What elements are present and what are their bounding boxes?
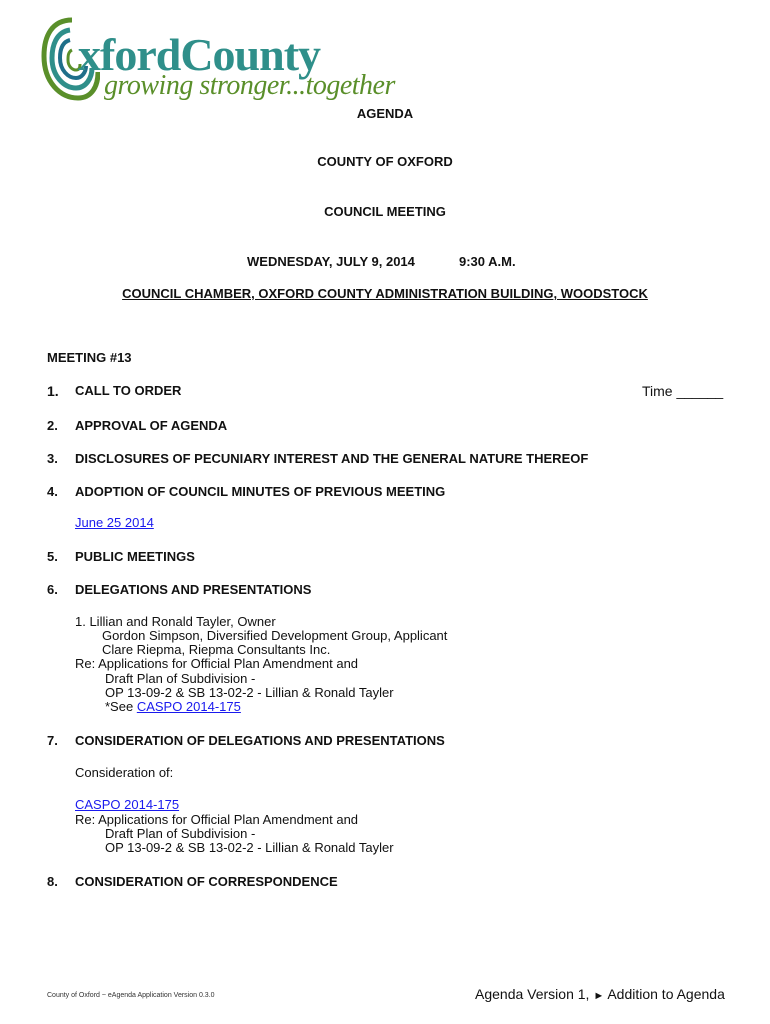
item-number: 1.: [47, 383, 59, 399]
meeting-time: 9:30 A.M.: [459, 254, 516, 269]
minutes-link[interactable]: June 25 2014: [75, 515, 154, 530]
footer-app-version: County of Oxford ~ eAgenda Application Version 0.3.0: [47, 992, 215, 999]
item-number: 2.: [47, 418, 58, 433]
delegation-line: Re: Applications for Official Plan Amendment and: [75, 656, 359, 671]
meeting-number: MEETING #13: [47, 350, 132, 365]
item-number: 3.: [47, 451, 58, 466]
item-title: CALL TO ORDER: [75, 383, 182, 398]
item-title: PUBLIC MEETINGS: [75, 549, 195, 564]
delegation-line: Draft Plan of Subdivision -: [105, 671, 256, 686]
delegation-line: 1. Lillian and Ronald Tayler, Owner: [75, 614, 276, 629]
arrow-right-icon: ►: [593, 990, 605, 1002]
delegation-line: Clare Riepma, Riepma Consultants Inc.: [102, 642, 331, 657]
consideration-intro: Consideration of:: [75, 765, 174, 780]
meeting-location: COUNCIL CHAMBER, OXFORD COUNTY ADMINISTRATION BUILDING, WOODSTOCK: [122, 286, 648, 301]
item-title: APPROVAL OF AGENDA: [75, 418, 228, 433]
delegation-line: *See CASPO 2014-175: [105, 699, 241, 714]
item-number: 7.: [47, 733, 58, 748]
item-title: ADOPTION OF COUNCIL MINUTES OF PREVIOUS MEETING: [75, 484, 446, 499]
item-number: 4.: [47, 484, 58, 499]
footer-agenda-version: Agenda Version 1, ► Addition to Agenda: [475, 986, 725, 1002]
caspo-link[interactable]: CASPO 2014-175: [75, 797, 180, 812]
logo-tagline: growing stronger...together: [104, 70, 395, 101]
meeting-type: COUNCIL MEETING: [324, 204, 446, 219]
org-name: COUNTY OF OXFORD: [317, 154, 453, 169]
time-field: Time ______: [642, 383, 724, 399]
item-number: 8.: [47, 874, 58, 889]
item-title: DELEGATIONS AND PRESENTATIONS: [75, 582, 312, 597]
item-title: DISCLOSURES OF PECUNIARY INTEREST AND THE GENERAL NATURE THEREOF: [75, 451, 589, 466]
delegation-line: OP 13-09-2 & SB 13-02-2 - Lillian & Ronald Tayler: [105, 685, 394, 700]
logo-wordmark: xfordCounty: [78, 29, 321, 80]
item-title: CONSIDERATION OF CORRESPONDENCE: [75, 874, 338, 889]
delegation-line: Gordon Simpson, Diversified Development Group, Applicant: [102, 628, 448, 643]
caspo-link[interactable]: CASPO 2014-175: [136, 699, 241, 714]
item-number: 6.: [47, 582, 58, 597]
oxford-county-logo: [40, 14, 395, 104]
consideration-line: OP 13-09-2 & SB 13-02-2 - Lillian & Ronald Tayler: [105, 840, 394, 855]
meeting-date: WEDNESDAY, JULY 9, 2014: [247, 254, 415, 269]
consideration-line: Re: Applications for Official Plan Amendment and: [75, 812, 359, 827]
consideration-line: Draft Plan of Subdivision -: [105, 826, 256, 841]
item-title: CONSIDERATION OF DELEGATIONS AND PRESENTATIONS: [75, 733, 445, 748]
item-number: 5.: [47, 549, 58, 564]
agenda-title: AGENDA: [356, 106, 414, 121]
